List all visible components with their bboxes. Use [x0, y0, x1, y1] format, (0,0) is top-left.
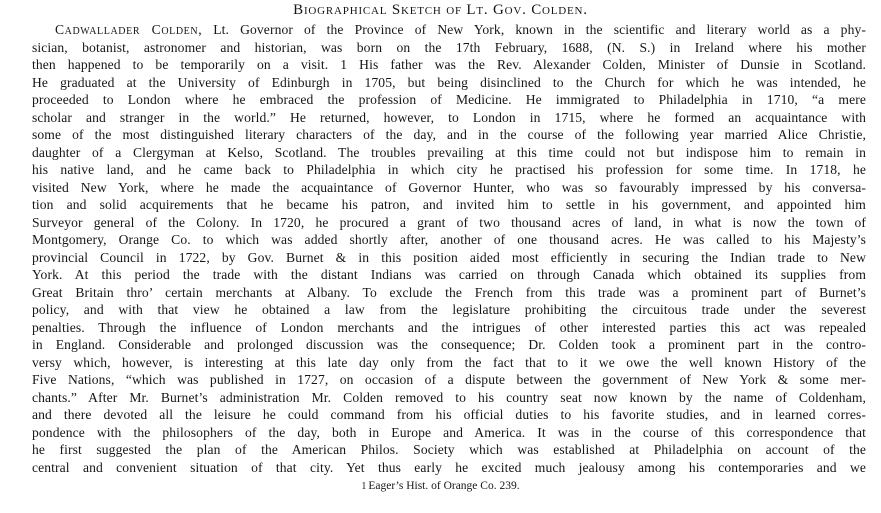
- text-line: Five Nations, “which was published in 1727, on occasion of a dispute between the government of New York & some mer-: [32, 372, 866, 387]
- text-line: his native land, and he came back to Philadelphia in which city he practised his profession for some time. In 1718, he: [32, 162, 866, 177]
- page-title: Biographical Sketch of Lt. Gov. Colden.: [293, 2, 588, 18]
- text-line: versy which, however, is interesting at this late day only from the fact that to it we owe the well known History of the: [32, 354, 866, 370]
- text-line: daughter of a Clergyman at Kelso, Scotland. The troubles prevailing at this time could not but indispose him to remain in: [32, 144, 866, 160]
- text-line: Montgomery, Orange Co. to which was added shortly after, another of one thousand acres. He was called to his Majesty’s: [32, 232, 866, 247]
- footnote-text: Eager’s Hist. of Orange Co. 239.: [368, 480, 520, 492]
- text-line: tion and solid acquirements that he became his patron, and invited him to settle in his government, and appointed him: [32, 197, 866, 212]
- text-line-continuation: Lt. Governor of the Province of New York, known in the scientific and literary world as a phy-: [213, 22, 866, 37]
- text-line: sician, botanist, astronomer and historian, was born on the 17th February, 1688, (N. S.) in Ireland where his mother: [32, 39, 866, 55]
- text-line: central and convenient situation of that city. Yet thus early he excited much jealousy among his contemporaries and we: [32, 459, 866, 475]
- biography-paragraph: [32, 21, 866, 476]
- text-line: visited New York, where he made the acquaintance of Governor Hunter, who was so favourably impressed by his conversa-: [32, 179, 866, 195]
- text-line: policy, and with that view he obtained a law from the legislature prohibiting the circuitous trade under the severest: [32, 302, 866, 317]
- text-line: provincial Council in 1722, by Gov. Burnet & in this position aided most efficiently in securing the Indian trade to New: [32, 249, 866, 265]
- text-line: He graduated at the University of Edinburgh in 1705, but being disinclined to the Church for which he was intended, he: [32, 74, 866, 90]
- text-line: then happened to be temporarily on a visit. 1 His father was the Rev. Alexander Colden, Minister of Dunsie in Scotland.: [32, 57, 866, 72]
- text-line: penalties. Through the influence of London merchants and the intrigues of other interested parties this act was repealed: [32, 319, 866, 335]
- text-line: some of the most distinguished literary characters of the day, and in the course of the following year married Alice Christie,: [32, 127, 866, 142]
- text-line: pondence with the philosophers of the day, both in Europe and America. It was in the course of this correspondence that: [32, 424, 866, 440]
- text-line: he first suggested the plan of the American Philos. Society which was established at Philadelphia on account of the: [32, 442, 866, 457]
- text-line: Great Britain thro’ certain merchants at Albany. To exclude the French from this trade was a prominent part of Burnet’s: [32, 284, 866, 300]
- text-line: proceeded to London where he embraced the profession of Medicine. He immigrated to Philadelphia in 1710, “a mere: [32, 92, 866, 107]
- footnote-marker: 1: [361, 481, 367, 492]
- text-line: and there devoted all the leisure he could command from his official duties to his favorite studies, and in learned corres-: [32, 407, 866, 422]
- text-line: in England. Considerable and prolonged discussion was the consequence; Dr. Colden took a prominent part in the contro-: [32, 337, 866, 352]
- text-line: chants.” After Mr. Burnet’s administration Mr. Colden removed to his country seat now known by the name of Coldenham,: [32, 389, 866, 405]
- footnote: [0, 479, 881, 494]
- text-line: [32, 21, 866, 39]
- text-line: scholar and stranger in the world.” He returned, however, to London in 1715, where he formed an acquaintance with: [32, 109, 866, 125]
- text-line: Surveyor general of the Colony. In 1720, he procured a grant of two thousand acres of land, in what is now the town of: [32, 214, 866, 230]
- subject-name: Cadwallader Colden,: [55, 22, 203, 37]
- text-line: York. At this period the trade with the distant Indians was carried on through Canada which obtained its supplies from: [32, 267, 866, 282]
